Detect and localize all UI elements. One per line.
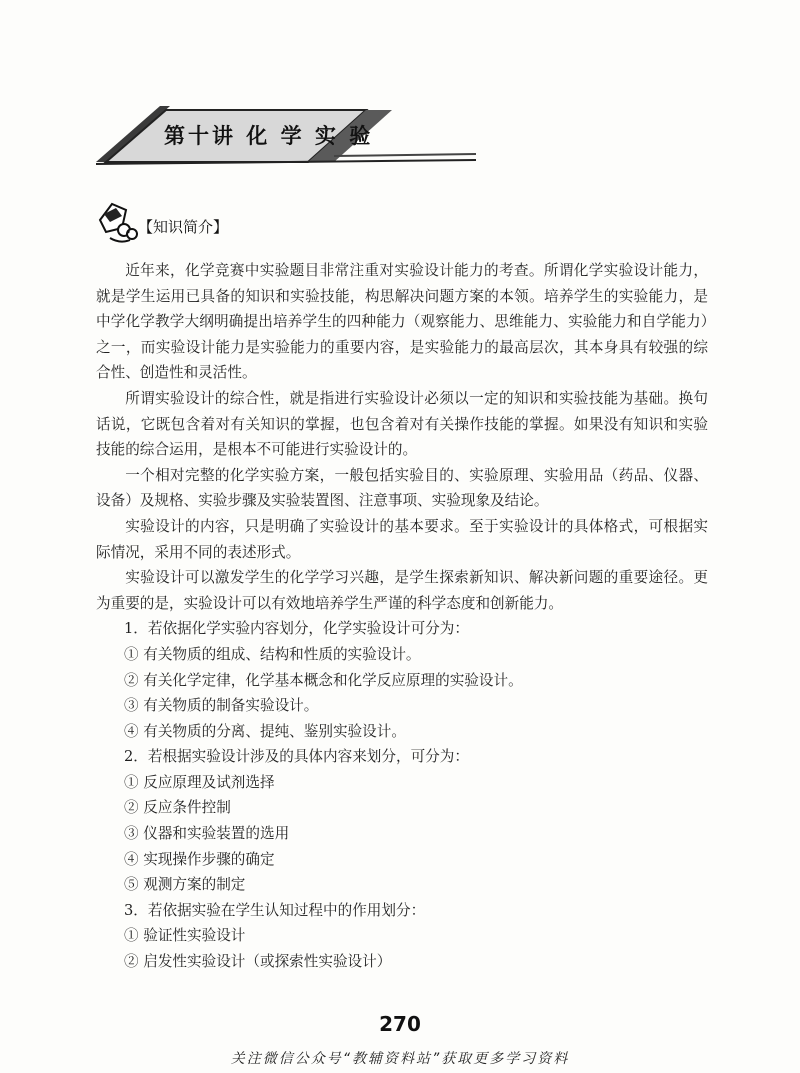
list-heading: 1．若依据化学实验内容划分，化学实验设计可分为： bbox=[124, 620, 469, 638]
page-number: 270 bbox=[379, 1012, 421, 1036]
list-item: ③ 有关物质的制备实验设计。 bbox=[124, 697, 319, 715]
list-heading: 3．若依据实验在学生认知过程中的作用划分： bbox=[124, 901, 426, 919]
article-body bbox=[96, 258, 708, 975]
list-item: ④ 实现操作步骤的确定 bbox=[124, 850, 275, 868]
list-item: ⑤ 观测方案的制定 bbox=[124, 876, 246, 894]
paragraph: 所谓实验设计的综合性，就是指进行实验设计必须以一定的知识和实验技能为基础。换句话说，它既包含着对有关知识的掌握，也包含着对有关操作技能的掌握。如果没有知识和实验技能的综合运用，是根本不可能进行实验设计的。 bbox=[96, 389, 708, 459]
paragraph: 实验设计的内容，只是明确了实验设计的基本要求。至于实验设计的具体格式，可根据实际情况，采用不同的表述形式。 bbox=[96, 517, 708, 561]
list-item: ① 有关物质的组成、结构和性质的实验设计。 bbox=[124, 645, 421, 663]
list-item: ② 启发性实验设计（或探索性实验设计） bbox=[124, 953, 392, 971]
list-heading: 2．若根据实验设计涉及的具体内容来划分，可分为： bbox=[124, 748, 469, 766]
list-item: ① 验证性实验设计 bbox=[124, 927, 246, 945]
list-item: ③ 仪器和实验装置的选用 bbox=[124, 825, 290, 843]
paragraph: 一个相对完整的化学实验方案，一般包括实验目的、实验原理、实验用品（药品、仪器、设备）及规格、实验步骤及实验装置图、注意事项、实验现象及结论。 bbox=[96, 466, 708, 510]
paragraph: 实验设计可以激发学生的化学学习兴趣，是学生探索新知识、解决新问题的重要途径。更为重要的是，实验设计可以有效地培养学生严谨的科学态度和创新能力。 bbox=[96, 569, 708, 612]
list-item: ④ 有关物质的分离、提纯、鉴别实验设计。 bbox=[124, 722, 406, 740]
chapter-title: 第十讲 化 学 实 验 bbox=[164, 124, 374, 148]
section-label: 【知识简介】 bbox=[138, 218, 229, 236]
footer-watermark-note: 关注微信公众号“教辅资料站”获取更多学习资料 bbox=[230, 1051, 570, 1067]
list-item: ① 反应原理及试剂选择 bbox=[124, 773, 275, 791]
paragraph: 近年来，化学竞赛中实验题目非常注重对实验设计能力的考查。所谓化学实验设计能力，就是学生运用已具备的知识和实验技能，构思解决问题方案的本领。培养学生的实验能力，是中学化学教学大纲明确提出培养学生的四种能力（观察能力、思维能力、实验能力和自学能力）之一，而实验设计能力是实验能力的重要内容，是实验能力的最高层次，其本身具有较强的综合性、创造性和灵活性。 bbox=[96, 262, 708, 382]
list-item: ② 有关化学定律，化学基本概念和化学反应原理的实验设计。 bbox=[124, 671, 523, 689]
section-heading bbox=[96, 200, 296, 246]
cartoon-reader-icon bbox=[96, 200, 140, 246]
list-item: ② 反应条件控制 bbox=[124, 799, 231, 817]
